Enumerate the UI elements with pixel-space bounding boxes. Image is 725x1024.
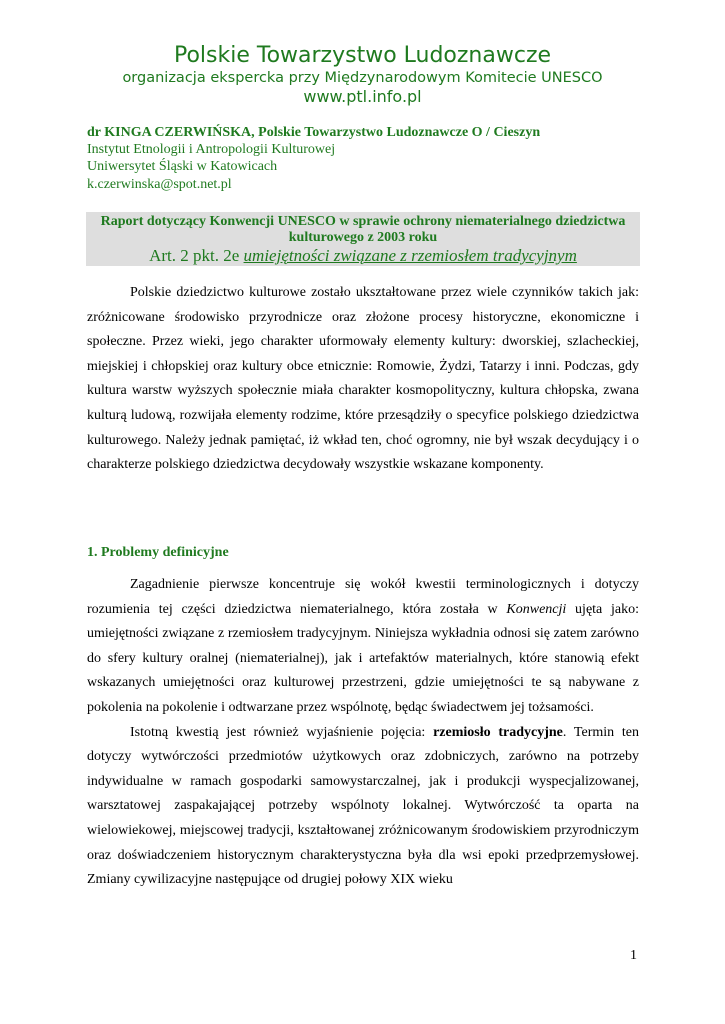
section-heading: 1. Problemy definicyjne: [87, 545, 229, 560]
p2-text-after: . Termin ten dotyczy wytwórczości przedmiotów użytkowych oraz zdobniczych, zarówno na potrzeby indywidualne w ramach gospodarki samowystarczalnej, jak i produkcji wyspecjalizowanej, warsztatowej zaspakajającej potrzeby wspólnoty lokalnej. Wytwórczość ta oparta na wielowiekowej, miejscowej tradycji, kształtowanej zróżnicowanym środowiskiem przyrodniczym oraz doświadczeniem historycznym charakterystyczna była dla wsi epoki przedprzemysłowej. Zmiany cywilizacyjne następujące od drugiej połowy XIX wieku: [87, 724, 639, 888]
page-number: 1: [630, 948, 637, 963]
author-university: Uniwersytet Śląski w Katowicach: [87, 159, 278, 175]
section1-paragraph-1: [87, 573, 639, 721]
p1-italic-konwencji: Konwencji: [506, 601, 567, 617]
intro-paragraph: Polskie dziedzictwo kulturowe zostało ukształtowane przez wiele czynników takich jak: zróżnicowane środowisko przyrodnicze oraz złożone procesy historyczne, ekonomiczne i społeczne. Przez wieki, jego charakter uformowały elementy kultury: dworskiej, szlacheckiej, miejskiej i chłopskiej oraz kultury obce etnicznie: Romowie, Żydzi, Tatarzy i inni. Podczas, gdy kultura warstw wyższych społecznie miała charakter kosmopolityczny, kultura chłopska, zwana kulturą ludową, rozwijała elementy rodzime, które przesądziły o specyfice polskiego dziedzictwa kulturowego. Należy jednak pamiętać, iż wkład ten, choć ogromny, nie był wszak decydujący i o charakterze polskiego dziedzictwa decydowały wszystkie wskazane komponenty.: [87, 285, 639, 473]
author-block: [87, 124, 647, 193]
article-prefix: Art. 2 pkt. 2e: [149, 246, 244, 265]
org-name: Polskie Towarzystwo Ludoznawcze: [173, 43, 552, 68]
p1-text-after: ujęta jako: umiejętności związane z rzemiosłem tradycyjnym. Niniejsza wykładnia odnosi się zatem zarówno do sfery kultury oralnej (niematerialnej), jak i artefaktów materialnych, które stanowią efekt wskazanych umiejętności oraz kulturowej przestrzeni, gdzie umiejętności te są nabywane z pokolenia na pokolenie i odtwarzane przez wspólnotę, będąc świadectwem jej tożsamości.: [87, 601, 640, 715]
article-title-italic: umiejętności związane z rzemiosłem tradycyjnym: [243, 246, 577, 265]
author-name: dr KINGA CZERWIŃSKA, Polskie Towarzystwo Ludoznawcze O / Cieszyn: [87, 125, 541, 140]
report-title-line2: kulturowego z 2003 roku: [288, 230, 438, 245]
report-title-box: [86, 212, 640, 266]
article-title: [86, 246, 640, 266]
report-title-line1: Raport dotyczący Konwencji UNESCO w sprawie ochrony niematerialnego dziedzictwa: [100, 214, 626, 229]
author-institute: Instytut Etnologii i Antropologii Kulturowej: [87, 142, 336, 158]
p2-bold-term: rzemiosło tradycyjne: [433, 724, 563, 740]
author-email[interactable]: k.czerwinska@spot.net.pl: [87, 176, 232, 192]
intro-section: [87, 281, 639, 478]
section1-paragraph-2: [87, 721, 639, 893]
section1-body: [87, 573, 639, 893]
org-url[interactable]: www.ptl.info.pl: [303, 87, 422, 106]
org-subtitle: organizacja ekspercka przy Międzynarodowym Komitecie UNESCO: [122, 70, 603, 86]
p2-text-before: Istotną kwestią jest również wyjaśnienie pojęcia:: [130, 724, 434, 740]
p1-text-before: Zagadnienie pierwsze koncentruje się wokół kwestii terminologicznych i dotyczy rozumienia tej części dziedzictwa niematerialnego, która została w: [87, 577, 639, 617]
